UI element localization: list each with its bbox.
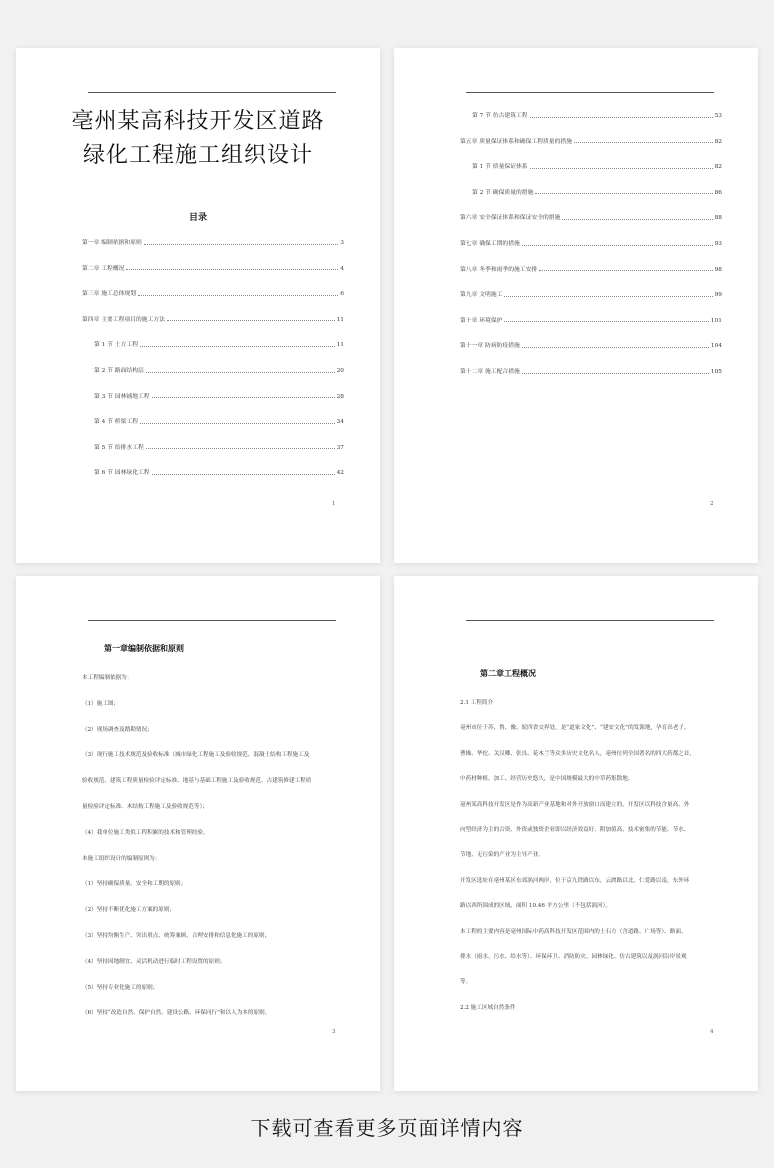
document-page-2 xyxy=(394,48,758,563)
chapter-title: 第二章工程概况 xyxy=(480,668,536,678)
toc-entry[interactable] xyxy=(460,238,722,247)
body-line: 本施工组织设计的编制原则为： xyxy=(82,855,161,862)
toc-leader-dots xyxy=(530,167,713,169)
toc-entry-title: 第十一章 防病防疫措施 xyxy=(460,343,520,350)
toc-entry-title: 第九章 文明施工 xyxy=(460,292,503,299)
body-line: 等。 xyxy=(460,979,472,986)
toc-heading: 目录 xyxy=(188,213,207,223)
toc-entry-title: 第 2 节 路面结构层 xyxy=(94,368,144,374)
toc-leader-dots xyxy=(504,320,709,322)
body-line: 开发区选址在亳州某区东郊涡河两岸，位于京九铁路以东，云渡路以北，仁爱路以南，东外环 xyxy=(460,877,690,884)
toc-leader-dots xyxy=(140,422,335,424)
body-line: 量检验评定标准、木结构工程施工及验收规范等）； xyxy=(82,804,208,810)
toc-leader-dots xyxy=(152,473,335,475)
toc-entry-page: 3 xyxy=(340,240,344,246)
toc-entry-page: 104 xyxy=(710,343,722,350)
toc-entry[interactable] xyxy=(460,212,722,221)
toc-entry-title: 第 2 节 确保质量的措施 xyxy=(472,189,534,196)
toc-entry[interactable] xyxy=(82,263,344,272)
toc-entry-page: 82 xyxy=(714,164,722,171)
header-rule xyxy=(88,620,336,621)
toc-entry-title: 第一章 编制依据和原则 xyxy=(82,240,142,246)
toc-leader-dots xyxy=(562,218,712,220)
toc-entry-page: 20 xyxy=(336,368,344,374)
header-rule xyxy=(466,620,714,621)
toc-entry[interactable] xyxy=(472,187,722,196)
page-number: 2 xyxy=(710,501,714,507)
toc-leader-dots xyxy=(535,192,712,194)
toc-leader-dots xyxy=(522,372,709,374)
toc-entry-page: 98 xyxy=(714,266,722,273)
body-line: 路以西所围成的区域，面积 10.46 平方公里（不包括涡河）。 xyxy=(460,903,612,910)
document-title-line-2: 绿化工程施工组织设计 xyxy=(82,143,313,168)
toc-entry-title: 第 4 节 桥梁工程 xyxy=(94,419,138,426)
header-rule xyxy=(466,92,714,93)
toc-leader-dots xyxy=(522,346,709,348)
toc-leader-dots xyxy=(146,447,335,449)
page-number: 4 xyxy=(710,1029,714,1035)
toc-entry[interactable] xyxy=(82,314,344,323)
body-line: （5）坚持专业化施工的原则； xyxy=(82,984,159,991)
body-line: （4）我单位施工类似工程积累的技术和管理经验。 xyxy=(82,829,209,836)
toc-leader-dots xyxy=(138,294,338,296)
toc-entry-page: 28 xyxy=(336,393,344,400)
body-line: （4）坚持因地制宜、灵活机动进行临时工程设置的原则； xyxy=(82,958,226,965)
body-line: （2）现场调查及踏勘情况； xyxy=(82,726,153,733)
toc-entry-title: 第六章 安全保证体系和保证安全的措施 xyxy=(460,215,561,222)
toc-entry-page: 37 xyxy=(336,444,344,451)
header-rule xyxy=(88,92,336,93)
toc-leader-dots xyxy=(530,116,713,118)
toc-entry[interactable] xyxy=(460,366,722,375)
toc-entry-title: 第 1 节 质量保证体系 xyxy=(472,164,528,171)
toc-entry[interactable] xyxy=(460,264,722,273)
toc-entry-page: 6 xyxy=(340,291,344,298)
body-line: 节地、无污染的产业为主导产业。 xyxy=(460,852,544,859)
body-line: 向型经济为主的合资、外资或独资企业即以经济效益好、附加值高、技术密集的节能、节水、 xyxy=(460,827,690,833)
body-line: （3）现行施工技术规范及验收标准（城市绿化工程施工及验收规范、混凝土结构工程施工及 xyxy=(82,752,310,759)
toc-entry-page: 101 xyxy=(710,317,722,324)
toc-entry-title: 第 3 节 园林铺地工程 xyxy=(94,393,150,400)
toc-entry-page: 88 xyxy=(714,215,722,222)
body-line: （2）坚持不断优化施工方案的原则； xyxy=(82,907,176,914)
toc-entry-title: 第二章 工程概况 xyxy=(82,265,125,272)
body-line: 2.1 工程简介 xyxy=(460,700,494,706)
toc-entry[interactable] xyxy=(460,315,722,324)
toc-entry-title: 第十二章 施工配合措施 xyxy=(460,369,520,375)
toc-leader-dots xyxy=(126,268,338,270)
toc-entry[interactable] xyxy=(460,340,722,349)
toc-leader-dots xyxy=(146,371,335,373)
toc-entry-title: 第 1 节 土方工程 xyxy=(94,342,138,349)
body-line: 本工程的主要内容是亳州国际中药高科技开发区范围内的土石方（含道路、广场等）、路面、 xyxy=(460,928,687,935)
toc-entry-title: 第五章 质量保证体系和确保工程质量的措施 xyxy=(460,138,572,145)
toc-entry-title: 第 5 节 给排水工程 xyxy=(94,444,144,451)
toc-entry[interactable] xyxy=(94,339,344,348)
toc-entry-title: 第四章 主要工程项目的施工方法 xyxy=(82,316,165,323)
chapter-title: 第一章编制依据和原则 xyxy=(104,643,184,653)
toc-entry-page: 93 xyxy=(714,241,722,247)
toc-entry[interactable] xyxy=(94,467,344,476)
body-line: 本工程编制依据为： xyxy=(82,675,133,681)
toc-entry-title: 第 7 节 仿古建筑工程 xyxy=(472,113,528,119)
body-line: 排水（雨水、污水、给水等）、环保环卫、消防防灾、园林绿化、仿古建筑以及涡河沿岸景观 xyxy=(460,954,687,960)
document-page-1 xyxy=(16,48,380,563)
body-line: 中药材种植、加工、经营历史悠久，是中国规模最大的中草药集散地。 xyxy=(460,776,634,783)
toc-leader-dots xyxy=(167,319,335,321)
toc-entry-page: 105 xyxy=(710,369,722,375)
toc-leader-dots xyxy=(574,141,713,143)
toc-entry[interactable] xyxy=(460,289,722,298)
toc-entry[interactable] xyxy=(472,110,722,119)
toc-entry-title: 第八章 冬季和雨季的施工安排 xyxy=(460,266,538,273)
toc-entry-page: 42 xyxy=(336,470,344,477)
document-page-3 xyxy=(16,576,380,1091)
toc-entry[interactable] xyxy=(94,365,344,374)
toc-leader-dots xyxy=(504,295,712,297)
toc-leader-dots xyxy=(144,243,338,245)
toc-leader-dots xyxy=(539,269,712,271)
body-line: （6）坚持“改造自然、保护自然、建设公路、环保同行”和以人为本的原则。 xyxy=(82,1010,271,1017)
page-number: 3 xyxy=(332,1029,336,1035)
toc-entry-page: 34 xyxy=(336,419,344,426)
document-page-4 xyxy=(394,576,758,1091)
body-line: （3）坚持均衡生产、突出重点、统筹兼顾、合理安排和信息化施工的原则； xyxy=(82,933,271,939)
body-line: 亳州市位于苏、鲁、豫、皖四省交界处，是“道家文化”、“建安文化”的发源地，孕育出老子、 xyxy=(460,725,690,732)
body-line: 亳州某高科技开发区是作为高新产业基地和对外开放窗口而建立的，开发区以科技含量高、外 xyxy=(460,801,690,808)
body-line: 2.2 施工区域自然条件 xyxy=(460,1004,516,1011)
body-line: 曹操、华佗、关汉卿、张良、花木兰等众多历史文化名人，亳州位列全国著名的四大药都之首， xyxy=(460,750,695,757)
toc-entry-page: 99 xyxy=(714,292,722,299)
toc-entry-title: 第七章 确保工期的措施 xyxy=(460,241,520,247)
download-more-caption[interactable]: 下载可查看更多页面详情内容 xyxy=(250,1116,524,1140)
document-title-line-1: 亳州某高科技开发区道路 xyxy=(71,109,325,134)
page-number: 1 xyxy=(332,501,336,507)
toc-leader-dots xyxy=(140,345,335,347)
toc-entry[interactable] xyxy=(82,288,344,297)
toc-entry[interactable] xyxy=(82,237,344,246)
toc-entry[interactable] xyxy=(94,391,344,400)
body-line: 验收规范、建筑工程质量检验评定标准、地基与基础工程施工及验收规范、古建筑修建工程质 xyxy=(82,778,312,785)
toc-leader-dots xyxy=(522,244,713,246)
body-line: （1）施工图； xyxy=(82,700,120,707)
toc-entry-page: 11 xyxy=(336,316,344,323)
toc-entry-title: 第十章 环境保护 xyxy=(460,317,503,324)
toc-entry[interactable] xyxy=(94,416,344,425)
toc-entry-title: 第 6 节 园林绿化工程 xyxy=(94,470,150,477)
toc-entry-page: 82 xyxy=(714,138,722,145)
toc-leader-dots xyxy=(152,396,335,398)
toc-entry-page: 53 xyxy=(714,113,722,119)
toc-entry-page: 11 xyxy=(336,342,344,349)
toc-entry[interactable] xyxy=(472,161,722,170)
toc-entry-title: 第三章 施工总体规划 xyxy=(82,291,137,298)
toc-entry-page: 4 xyxy=(340,265,344,272)
toc-entry[interactable] xyxy=(94,442,344,451)
body-line: （1）坚持确保质量、安全和工期的原则； xyxy=(82,881,187,888)
toc-entry[interactable] xyxy=(460,136,722,145)
toc-entry-page: 86 xyxy=(714,189,722,196)
